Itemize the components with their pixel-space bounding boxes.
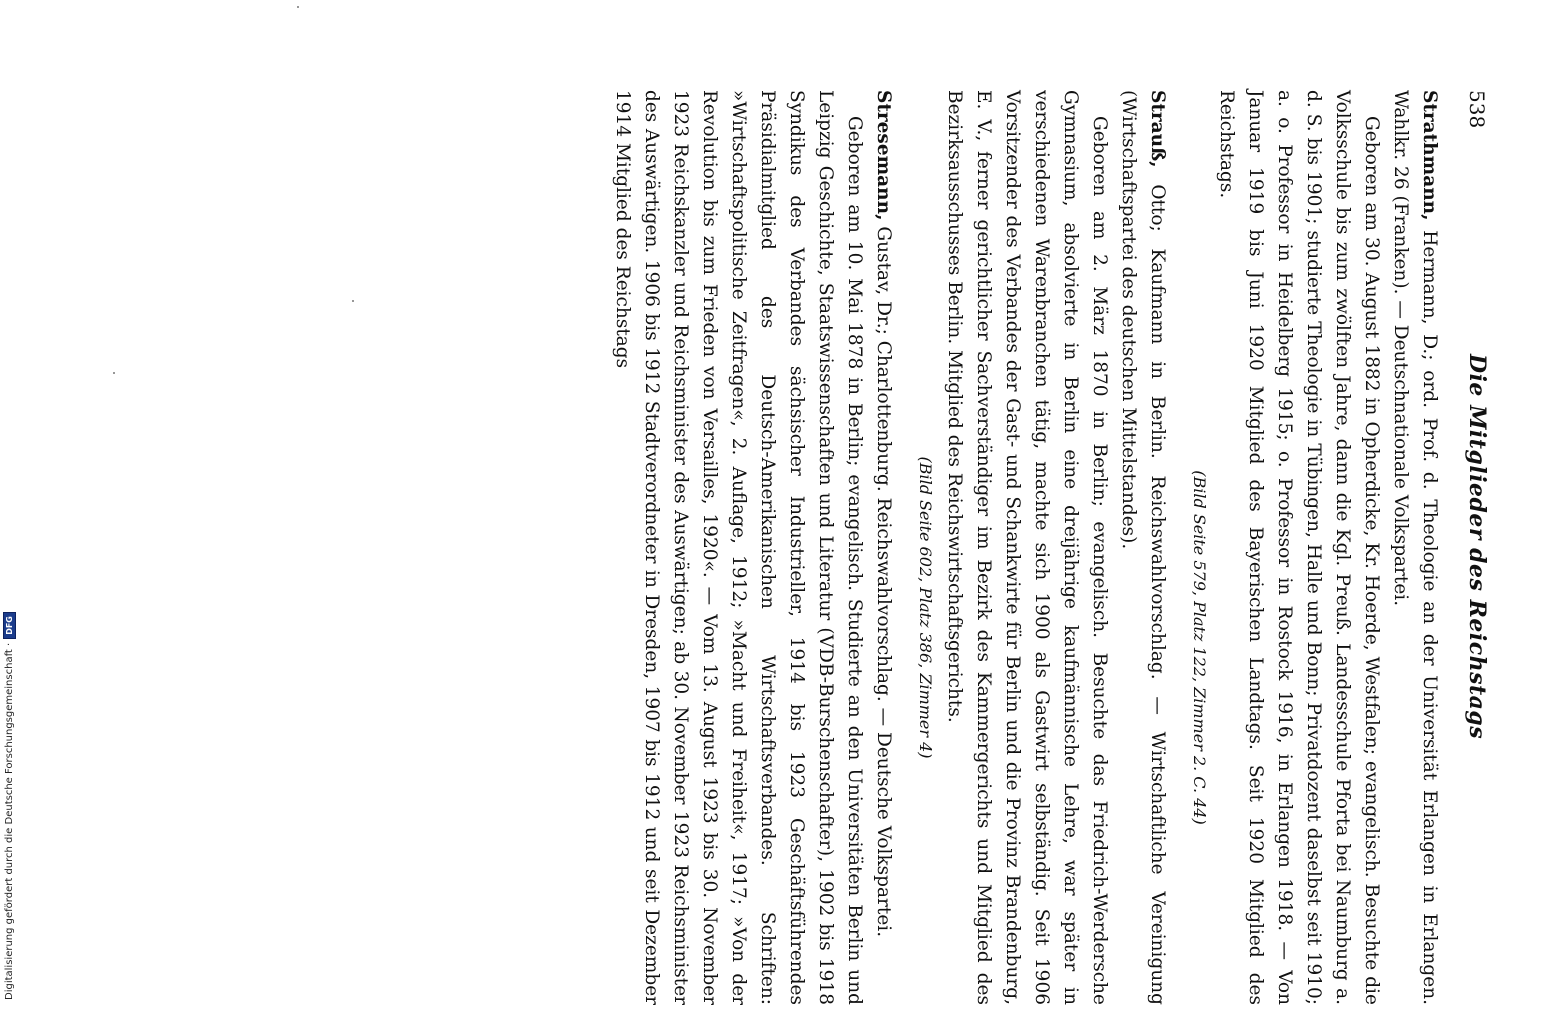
entry-photo-reference: (Bild Seite 579, Platz 122, Zimmer 2. C. 44) [1190,470,1209,825]
entry-stresemann [608,90,898,1005]
member-name: Strauß, [1147,90,1168,168]
scan-speck [297,6,299,8]
running-head [1450,90,1490,1005]
member-name: Strathmann, [1419,90,1440,221]
member-details: Otto; Kaufmann in Berlin. Reichswahlvorschlag. — Wirtschaftliche Vereinigung (Wirtschaftspartei des deutschen Mittelstandes). [1118,90,1168,1005]
entry-heading [869,90,898,1005]
entry-strauss [912,90,1172,1005]
scan-speck [352,300,354,302]
scan-speck [113,372,115,374]
entry-biography: Geboren am 10. Mai 1878 in Berlin; evangelisch. Studierte an den Universitäten Berlin und Leipzig Geschichte, Staatswissenschaften und Literatur (VDB-Burschenschafter), 1902 bis 1918 Syndikus des Verbandes sächsischer Industrieller, 1914 bis 1923 Geschäftsführendes Präsidialmitglied des Deutsch-Amerikanischen Wirtschaftsverbandes. Schriften: »Wirtschaftspolitische Zeitfragen«, 2. Auflage, 1912; »Macht und Freiheit«, 1917; »Von der Revolution bis zum Frieden von Versailles, 1920«. — Vom 13. August 1923 bis 30. November 1923 Reichskanzler und Reichsminister des Auswärtigen; ab 30. November 1923 Reichsminister des Auswärtigen. 1906 bis 1912 Stadtverordneter in Dresden, 1907 bis 1912 und seit Dezember 1914 Mitglied des Reichstags [612,90,865,1005]
entry-biography: Geboren am 2. März 1870 in Berlin; evangelisch. Besuchte das Friedrich-Werdersche Gymnasium, absolvierte in Berlin eine dreijährige kaufmännische Lehre, war später in verschiedenen Warenbranchen tätig, machte sich 1900 als Gastwirt selbständig. Seit 1906 Vorsitzender des Verbandes der Gast- und Schankwirte für Berlin und die Provinz Brandenburg, E. V., ferner gerichtlicher Sachverständiger im Bezirk des Kammergerichts und Mitglied des Bezirksausschusses Berlin. Mitglied des Reichswirtschaftsgerichts. [944,90,1110,1005]
digitization-footer [2,0,16,1000]
member-details: Gustav, Dr.; Charlottenburg. Reichswahlvorschlag. — Deutsche Volkspartei. [873,220,894,938]
entry-biography: Geboren am 30. August 1882 in Opherdicke, Kr. Hoerde, Westfalen; evangelisch. Besuchte die Volksschule bis zum zwölften Jahre, dann die Kgl. Preuß. Landesschule Pforta bei Naumburg a. d. S. bis 1901; studierte Theologie in Tübingen, Halle und Bonn; Privatdozent daselbst seit 1910; a. o. Professor in Heidelberg 1915; o. Professor in Rostock 1916, in Erlangen 1918. — Von Januar 1919 bis Juni 1920 Mitglied des Bayerischen Landtags. Seit 1920 Mitglied des Reichstags. [1216,90,1382,1005]
entry-strathmann [1186,90,1444,1005]
page-number: 538 [1465,90,1489,129]
dfg-logo: DFG [3,612,16,639]
footer-text: Digitalisierung gefördert durch die Deutsche Forschungsgemeinschaft · [3,642,15,1000]
entry-photo-reference: (Bild Seite 602, Platz 386, Zimmer 4) [916,456,935,759]
member-details: Hermann, D.; ord. Prof. d. Theologie an der Universität Erlangen in Erlangen. Wahlkr. 26 (Franken). — Deutschnationale Volkspartei. [1390,90,1440,1005]
entry-heading [1386,90,1444,1005]
member-name: Stresemann, [873,90,894,221]
running-title: Die Mitglieder des Reichstags [1464,353,1490,740]
entry-heading [1114,90,1172,1005]
document-page [612,70,1490,1025]
